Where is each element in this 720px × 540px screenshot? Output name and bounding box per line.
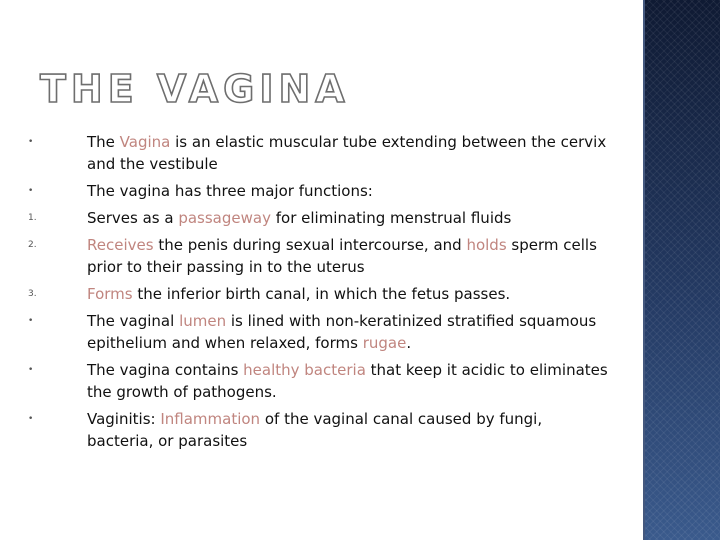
highlighted-term: lumen [179, 312, 227, 330]
list-marker: • [28, 365, 34, 375]
highlighted-term: Receives [87, 236, 154, 254]
highlighted-term: healthy bacteria [243, 361, 366, 379]
decorative-side-panel [643, 0, 720, 540]
highlighted-term: Vagina [119, 133, 171, 151]
list-marker: • [28, 316, 34, 326]
list-marker: • [28, 414, 34, 424]
list-item-text [87, 180, 373, 202]
highlighted-term: passageway [178, 209, 271, 227]
list-item-text [87, 207, 511, 229]
list-marker: • [28, 186, 34, 196]
list-item-text [87, 408, 608, 452]
highlighted-term: Inflammation [160, 410, 261, 428]
bullet-list [28, 131, 608, 457]
text-segment: for eliminating menstrual fluids [270, 209, 512, 227]
text-segment: the inferior birth canal, in which the fetus passes. [132, 285, 511, 303]
text-segment: . [406, 334, 412, 352]
text-segment: Serves as a [87, 209, 179, 227]
panel-edge [643, 0, 645, 540]
text-segment: is an elastic muscular tube extending between the cervix and the vestibule [87, 133, 607, 173]
list-item [28, 207, 608, 229]
list-marker: 2. [28, 240, 37, 250]
list-item-text [87, 234, 608, 278]
text-segment: sperm cells prior to their passing in to the uterus [87, 236, 597, 276]
list-item-text [87, 131, 608, 175]
list-marker: • [28, 137, 34, 147]
list-marker: 1. [28, 213, 37, 223]
list-item [28, 131, 608, 175]
highlighted-term: Forms [87, 285, 133, 303]
list-item [28, 180, 608, 202]
list-item-text [87, 310, 608, 354]
text-segment: of the vaginal canal caused by fungi, bacteria, or parasites [87, 410, 543, 450]
highlighted-term: holds [466, 236, 507, 254]
list-item-text [87, 283, 510, 305]
text-segment: Vaginitis: [87, 410, 161, 428]
text-segment: that keep it acidic to eliminates the growth of pathogens. [87, 361, 608, 401]
list-item [28, 283, 608, 305]
list-item [28, 408, 608, 452]
text-segment: The vagina has three major functions: [87, 182, 373, 200]
text-segment: The vagina contains [87, 361, 244, 379]
list-item [28, 310, 608, 354]
highlighted-term: rugae [362, 334, 407, 352]
list-item [28, 359, 608, 403]
text-segment: The vaginal [87, 312, 180, 330]
list-item [28, 234, 608, 278]
list-item-text [87, 359, 608, 403]
text-segment: is lined with non-keratinized stratified squamous epithelium and when relaxed, forms [87, 312, 597, 352]
slide-title: THE VAGINA [40, 67, 350, 111]
text-segment: the penis during sexual intercourse, and [153, 236, 467, 254]
list-marker: 3. [28, 289, 37, 299]
text-segment: The [87, 133, 120, 151]
